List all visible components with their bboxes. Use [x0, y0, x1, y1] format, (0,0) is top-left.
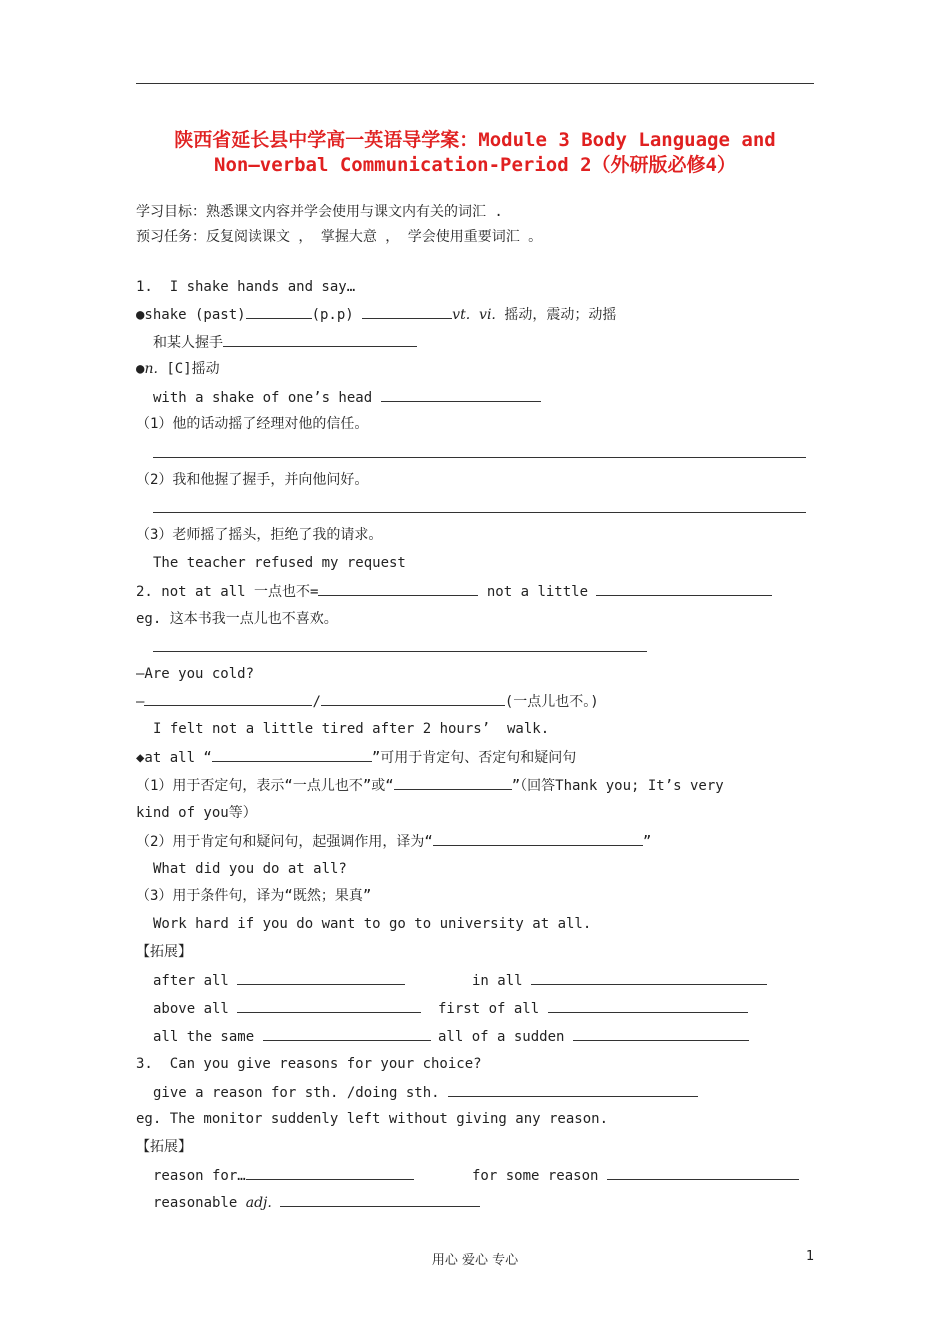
phrase-all-of-a-sudden: [438, 1027, 749, 1046]
section-2-heading: 2. not at all 一点也不=: [136, 584, 319, 600]
question-cold: —Are you cold?: [136, 666, 255, 682]
blank-first-of-all[interactable]: [548, 999, 748, 1013]
page-footer: 用心 爱心 专心: [431, 1253, 519, 1268]
extension-heading-1: 【拓展】: [136, 944, 192, 960]
reason-for-label: reason for…: [153, 1168, 246, 1184]
answer-cold-line: [136, 692, 599, 711]
shake-past-label: ●shake (past): [136, 307, 246, 323]
shake-pos: vt. vi.: [452, 307, 496, 323]
handshake-line: [153, 333, 417, 352]
phrase-first-of-all: [438, 999, 748, 1018]
phrase-reasonable: [153, 1193, 480, 1212]
blank-all-the-same[interactable]: [263, 1027, 431, 1041]
reasonable-pos: adj.: [245, 1195, 272, 1211]
blank-with-shake[interactable]: [381, 388, 541, 402]
phrase-after-all: [153, 971, 405, 990]
after-all-label: after all: [153, 973, 238, 989]
all-of-a-sudden-label: all of a sudden: [438, 1029, 573, 1045]
handshake-label: 和某人握手: [153, 335, 223, 351]
noun-bullet: ●: [136, 361, 145, 377]
blank-above-all[interactable]: [237, 999, 421, 1013]
answer-line-3[interactable]: [153, 651, 647, 652]
doc-title-line-1: 陕西省延长县中学高一英语导学案：Module 3 Body Language and: [174, 129, 776, 151]
usage-1-text-end: ”（回答Thank you; It’s very: [511, 778, 724, 794]
section-1-heading: 1. I shake hands and say…: [136, 279, 356, 295]
extension-heading-2: 【拓展】: [136, 1139, 192, 1155]
blank-usage-1[interactable]: [394, 776, 512, 790]
blank-in-all[interactable]: [531, 971, 767, 985]
with-shake-line: [153, 388, 541, 407]
answer-line-1[interactable]: [153, 457, 806, 458]
phrase-above-all: [153, 999, 421, 1018]
in-all-label: in all: [472, 973, 532, 989]
section-2-example: eg. 这本书我一点儿也不喜欢。: [136, 611, 338, 627]
phrase-all-the-same: [153, 1027, 431, 1046]
usage-1-line: [136, 776, 724, 795]
section-2-heading-line: [136, 582, 772, 601]
learning-goal: 学习目标：熟悉课文内容并学会使用与课文内有关的词汇 .: [136, 204, 503, 220]
noun-pos: n.: [144, 361, 158, 377]
usage-3-text: （3）用于条件句，译为“既然；果真”: [136, 888, 372, 904]
at-all-line: [136, 748, 576, 767]
with-shake-label: with a shake of one’s head: [153, 390, 381, 406]
usage-2-line: [136, 832, 651, 851]
at-all-usage: ”可用于肯定句、否定句和疑问句: [371, 750, 577, 766]
page-number: 1: [806, 1249, 815, 1264]
blank-for-some-reason[interactable]: [607, 1166, 799, 1180]
at-all-label: ◆at all “: [136, 750, 212, 766]
felt-tired-sentence: I felt not a little tired after 2 hours’ walk.: [153, 721, 550, 737]
blank-answer-2[interactable]: [321, 692, 505, 706]
blank-answer-1[interactable]: [144, 692, 312, 706]
section-3-heading: 3. Can you give reasons for your choice?: [136, 1056, 482, 1072]
phrase-for-some-reason: [472, 1166, 799, 1185]
usage-3-example: Work hard if you do want to go to university at all.: [153, 916, 592, 932]
phrase-in-all: [472, 971, 767, 990]
blank-reasonable[interactable]: [280, 1193, 480, 1207]
blank-after-all[interactable]: [237, 971, 405, 985]
exercise-3-english: The teacher refused my request: [153, 555, 406, 571]
exercise-2: （2）我和他握了握手，并向他问好。: [136, 472, 369, 488]
blank-give-reason[interactable]: [448, 1083, 698, 1097]
preview-task: 预习任务：反复阅读课文 ， 掌握大意 ， 学会使用重要词汇 。: [136, 229, 543, 245]
reasonable-label: reasonable: [153, 1195, 246, 1211]
doc-title-line-2: Non—verbal Communication-Period 2（外研版必修4）: [214, 154, 736, 176]
shake-forms-line: [136, 305, 616, 324]
exercise-3: （3）老师摇了摇头，拒绝了我的请求。: [136, 527, 383, 543]
blank-reason-for[interactable]: [246, 1166, 414, 1180]
first-of-all-label: first of all: [438, 1001, 548, 1017]
blank-usage-2[interactable]: [433, 832, 643, 846]
for-some-reason-label: for some reason: [472, 1168, 607, 1184]
answer-note: (一点儿也不。): [504, 694, 599, 710]
usage-2-text: （2）用于肯定句和疑问句，起强调作用，译为“: [136, 834, 433, 850]
not-a-little-label: not a little: [478, 584, 597, 600]
answer-slash: /: [312, 694, 321, 710]
phrase-reason-for: [153, 1166, 414, 1185]
shake-meaning: 摇动，震动；动摇: [495, 307, 617, 323]
usage-2-text-end: ”: [642, 834, 652, 850]
section-3-example: eg. The monitor suddenly left without giving any reason.: [136, 1111, 609, 1127]
usage-1-continued: kind of you等）: [136, 805, 257, 821]
all-the-same-label: all the same: [153, 1029, 263, 1045]
noun-line: [136, 360, 220, 378]
usage-2-example: What did you do at all?: [153, 861, 347, 877]
header-rule: [136, 83, 814, 84]
answer-dash: —: [136, 694, 145, 710]
blank-shake-pp[interactable]: [362, 305, 452, 319]
blank-handshake[interactable]: [223, 333, 417, 347]
noun-meaning: [C]摇动: [157, 361, 220, 377]
give-reason-label: give a reason for sth. /doing sth.: [153, 1085, 449, 1101]
shake-pp-label: (p.p): [311, 307, 363, 323]
blank-not-a-little[interactable]: [596, 582, 772, 596]
give-reason-line: [153, 1083, 698, 1102]
blank-not-at-all[interactable]: [318, 582, 478, 596]
answer-line-2[interactable]: [153, 512, 806, 513]
blank-shake-past[interactable]: [246, 305, 312, 319]
usage-1-text: （1）用于否定句，表示“一点儿也不”或“: [136, 778, 394, 794]
above-all-label: above all: [153, 1001, 238, 1017]
blank-at-all[interactable]: [212, 748, 372, 762]
exercise-1: （1）他的话动摇了经理对他的信任。: [136, 416, 369, 432]
blank-all-of-a-sudden[interactable]: [573, 1027, 749, 1041]
